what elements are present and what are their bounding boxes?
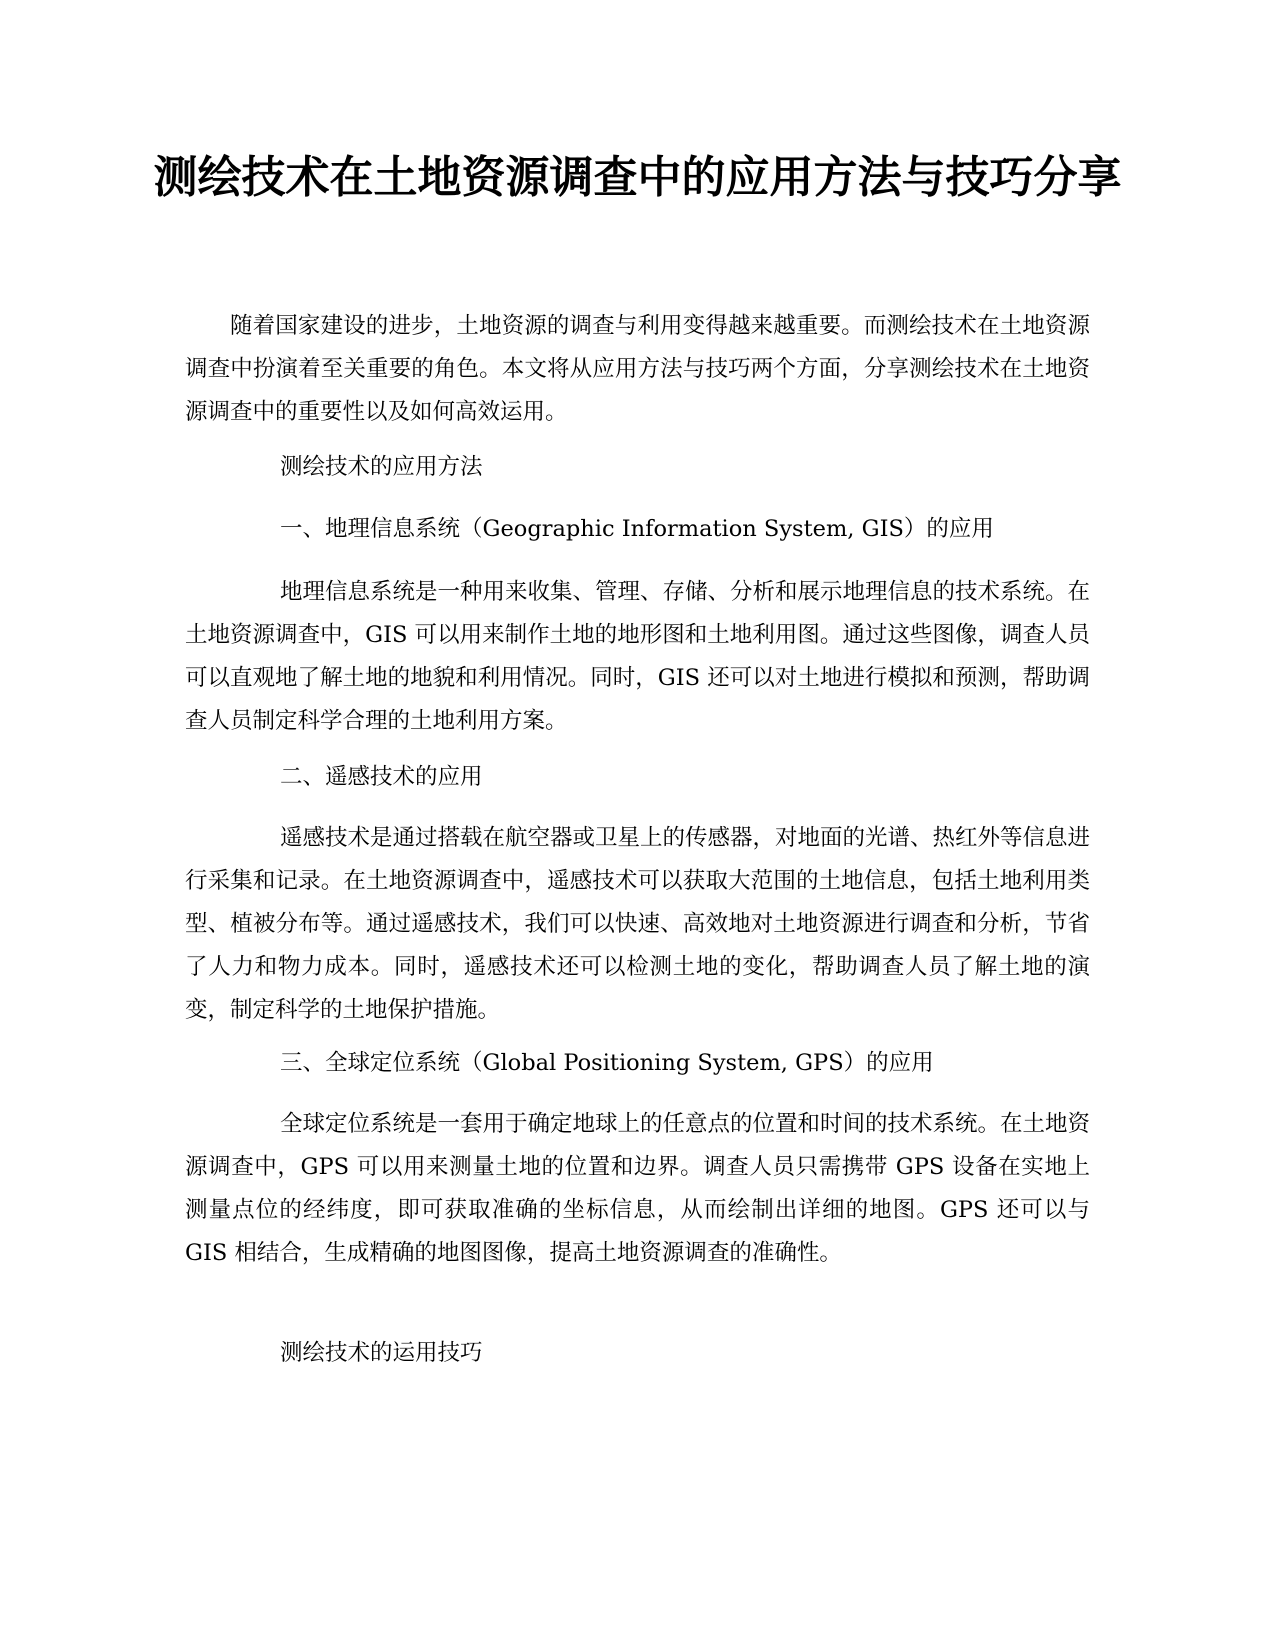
rs-heading: 二、遥感技术的应用 [280,764,483,790]
gps-paragraph: 全球定位系统是一套用于确定地球上的任意点的位置和时间的技术系统。在土地资源调查中，GPS 可以用来测量土地的位置和边界。调查人员只需携带 GPS 设备在实地上测量点位的经纬度，即可获取准确的坐标信息，从而绘制出详细的地图。GPS 还可以与 GIS 相结合，生成精确的地图图像，提高土地资源调查的准确性。 [185,1111,1091,1266]
intro-paragraph: 随着国家建设的进步，土地资源的调查与利用变得越来越重要。而测绘技术在土地资源调查中扮演着至关重要的角色。本文将从应用方法与技巧两个方面，分享测绘技术在土地资源调查中的重要性以及如何高效运用。 [185,313,1090,425]
gis-heading: 一、地理信息系统（Geographic Information System, GIS）的应用 [280,516,994,542]
gps-heading: 三、全球定位系统（Global Positioning System, GPS）的应用 [280,1050,934,1076]
gis-paragraph: 地理信息系统是一种用来收集、管理、存储、分析和展示地理信息的技术系统。在土地资源调查中，GIS 可以用来制作土地的地形图和土地利用图。通过这些图像，调查人员可以直观地了解土地的地貌和利用情况。同时，GIS 还可以对土地进行模拟和预测，帮助调查人员制定科学合理的土地利用方案。 [185,579,1091,734]
rs-paragraph: 遥感技术是通过搭载在航空器或卫星上的传感器，对地面的光谱、热红外等信息进行采集和记录。在土地资源调查中，遥感技术可以获取大范围的土地信息，包括土地利用类型、植被分布等。通过遥感技术，我们可以快速、高效地对土地资源进行调查和分析，节省了人力和物力成本。同时，遥感技术还可以检测土地的变化，帮助调查人员了解土地的演变，制定科学的土地保护措施。 [185,825,1091,1023]
document-title: 测绘技术在土地资源调查中的应用方法与技巧分享 [153,152,1122,203]
section-heading-techniques: 测绘技术的运用技巧 [280,1340,483,1366]
section-heading-methods: 测绘技术的应用方法 [280,454,483,480]
